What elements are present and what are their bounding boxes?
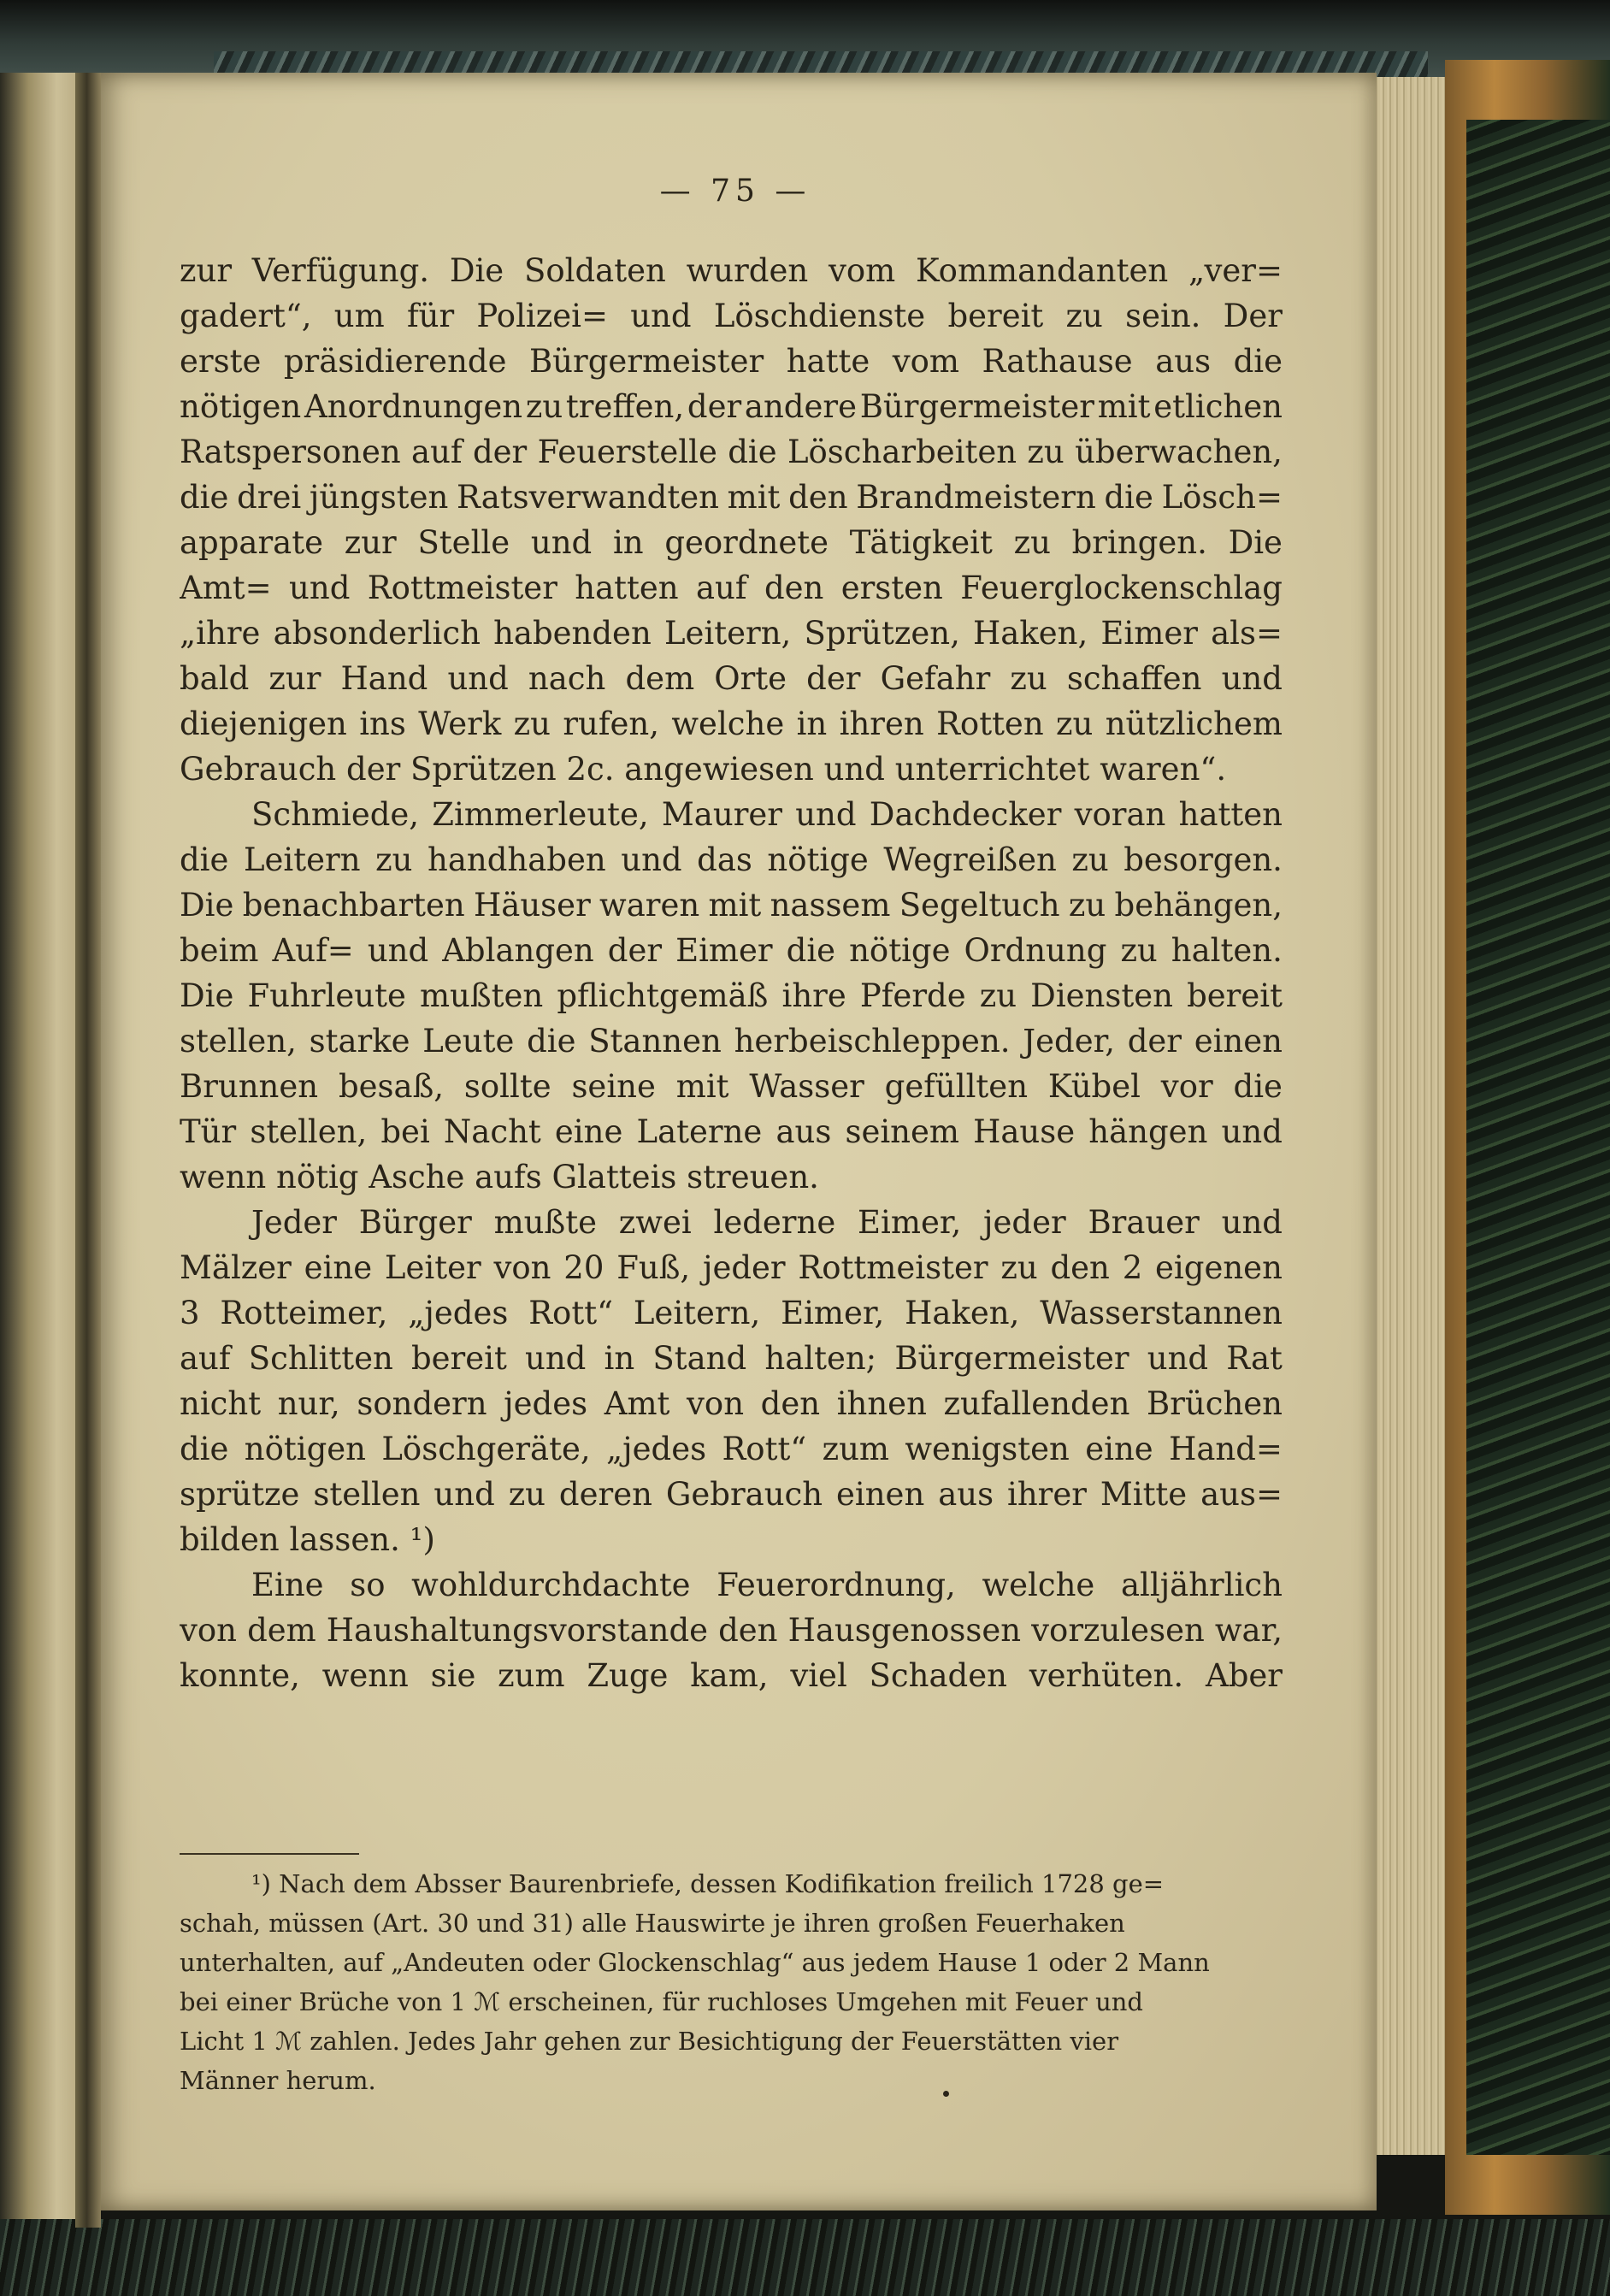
- text-line: von dem Haushaltungsvorstande den Hausgenossen vorzulesen war,: [180, 1612, 1283, 1649]
- text-line: auf Schlitten bereit und in Stand halten; Bürgermeister und Rat: [180, 1340, 1283, 1377]
- footnotes: [180, 1864, 1283, 2100]
- text-line: stellen, starke Leute die Stannen herbeischleppen. Jeder, der einen: [180, 1023, 1283, 1059]
- text-line: Die benachbarten Häuser waren mit nassem Segeltuch zu behängen,: [180, 887, 1283, 924]
- page-number: — 75 —: [659, 174, 811, 209]
- text-line: nicht nur, sondern jedes Amt von den ihnen zufallenden Brüchen: [180, 1385, 1283, 1422]
- marbled-cover: [1466, 120, 1610, 2155]
- text-line: Tür stellen, bei Nacht eine Laterne aus seinem Hause hängen und: [180, 1113, 1283, 1150]
- text-line: Jeder Bürger mußte zwei lederne Eimer, jeder Brauer und: [251, 1204, 1283, 1241]
- text-line: Gebrauch der Sprützen 2c. angewiesen und unterrichtet waren“.: [180, 751, 1227, 788]
- text-line: bald zur Hand und nach dem Orte der Gefahr zu schaffen und: [180, 660, 1283, 697]
- footnote-line: bei einer Brüche von 1 ℳ erscheinen, für ruchloses Umgehen mit Feuer und: [180, 1987, 1143, 2016]
- text-line: 3 Rotteimer, „jedes Rott“ Leitern, Eimer, Haken, Wasserstannen: [180, 1295, 1283, 1331]
- text-line: sprütze stellen und zu deren Gebrauch einen aus ihrer Mitte aus=: [180, 1476, 1283, 1513]
- text-line: Schmiede, Zimmerleute, Maurer und Dachdecker voran hatten: [251, 796, 1283, 833]
- text-line: Amt= und Rottmeister hatten auf den ersten Feuerglockenschlag: [180, 570, 1283, 606]
- footnote-divider: [180, 1853, 359, 1855]
- marbled-edge-bottom: [0, 2219, 1610, 2296]
- book-page: [94, 73, 1377, 2210]
- left-page-edge: [0, 73, 81, 2228]
- text-line: „ihre absonderlich habenden Leitern, Sprützen, Haken, Eimer als=: [180, 615, 1283, 652]
- text-line: apparate zur Stelle und in geordnete Tätigkeit zu bringen. Die: [180, 524, 1283, 561]
- footnote-line: Männer herum.: [180, 2066, 376, 2095]
- footnote-line: schah, müssen (Art. 30 und 31) alle Hauswirte je ihren großen Feuerhaken: [180, 1909, 1125, 1938]
- text-line: beim Auf= und Ablangen der Eimer die nötige Ordnung zu halten.: [180, 932, 1283, 969]
- book-gutter: [75, 73, 101, 2228]
- text-line: die drei jüngsten Ratsverwandten mit den Brandmeistern die Lösch=: [180, 479, 1283, 516]
- footnote-line: unterhalten, auf „Andeuten oder Glockenschlag“ aus jedem Hause 1 oder 2 Mann: [180, 1948, 1210, 1977]
- text-line: zur Verfügung. Die Soldaten wurden vom Kommandanten „ver=: [180, 252, 1283, 289]
- text-line: diejenigen ins Werk zu rufen, welche in ihren Rotten zu nützlichem: [180, 705, 1283, 742]
- text-line: Die Fuhrleute mußten pflichtgemäß ihre Pferde zu Diensten bereit: [180, 977, 1283, 1014]
- footnote-line: ¹) Nach dem Absser Baurenbriefe, dessen Kodifikation freilich 1728 ge=: [251, 1869, 1165, 1898]
- footnote-line: Licht 1 ℳ zahlen. Jedes Jahr gehen zur Besichtigung der Feuerstätten vier: [180, 2027, 1119, 2056]
- text-line: Mälzer eine Leiter von 20 Fuß, jeder Rottmeister zu den 2 eigenen: [180, 1249, 1283, 1286]
- body-text: [180, 248, 1283, 1698]
- text-line: die Leitern zu handhaben und das nötige Wegreißen zu besorgen.: [180, 841, 1283, 878]
- text-line: Eine so wohldurchdachte Feuerordnung, welche alljährlich: [251, 1567, 1283, 1603]
- text-line: bilden lassen. ¹): [180, 1521, 435, 1558]
- text-line: nötigen Anordnungen zu treffen, der andere Bürgermeister mit etlichen: [180, 388, 1283, 425]
- text-line: erste präsidierende Bürgermeister hatte vom Rathause aus die: [180, 343, 1283, 380]
- text-line: wenn nötig Asche aufs Glatteis streuen.: [180, 1159, 819, 1195]
- text-line: konnte, wenn sie zum Zuge kam, viel Schaden verhüten. Aber: [180, 1657, 1283, 1694]
- ink-speck: [943, 2091, 949, 2097]
- text-line: Brunnen besaß, sollte seine mit Wasser gefüllten Kübel vor die: [180, 1068, 1283, 1105]
- text-line: die nötigen Löschgeräte, „jedes Rott“ zum wenigsten eine Hand=: [180, 1431, 1283, 1467]
- text-line: gadert“, um für Polizei= und Löschdienste bereit zu sein. Der: [180, 298, 1283, 334]
- text-line: Ratspersonen auf der Feuerstelle die Löscharbeiten zu überwachen,: [180, 434, 1283, 470]
